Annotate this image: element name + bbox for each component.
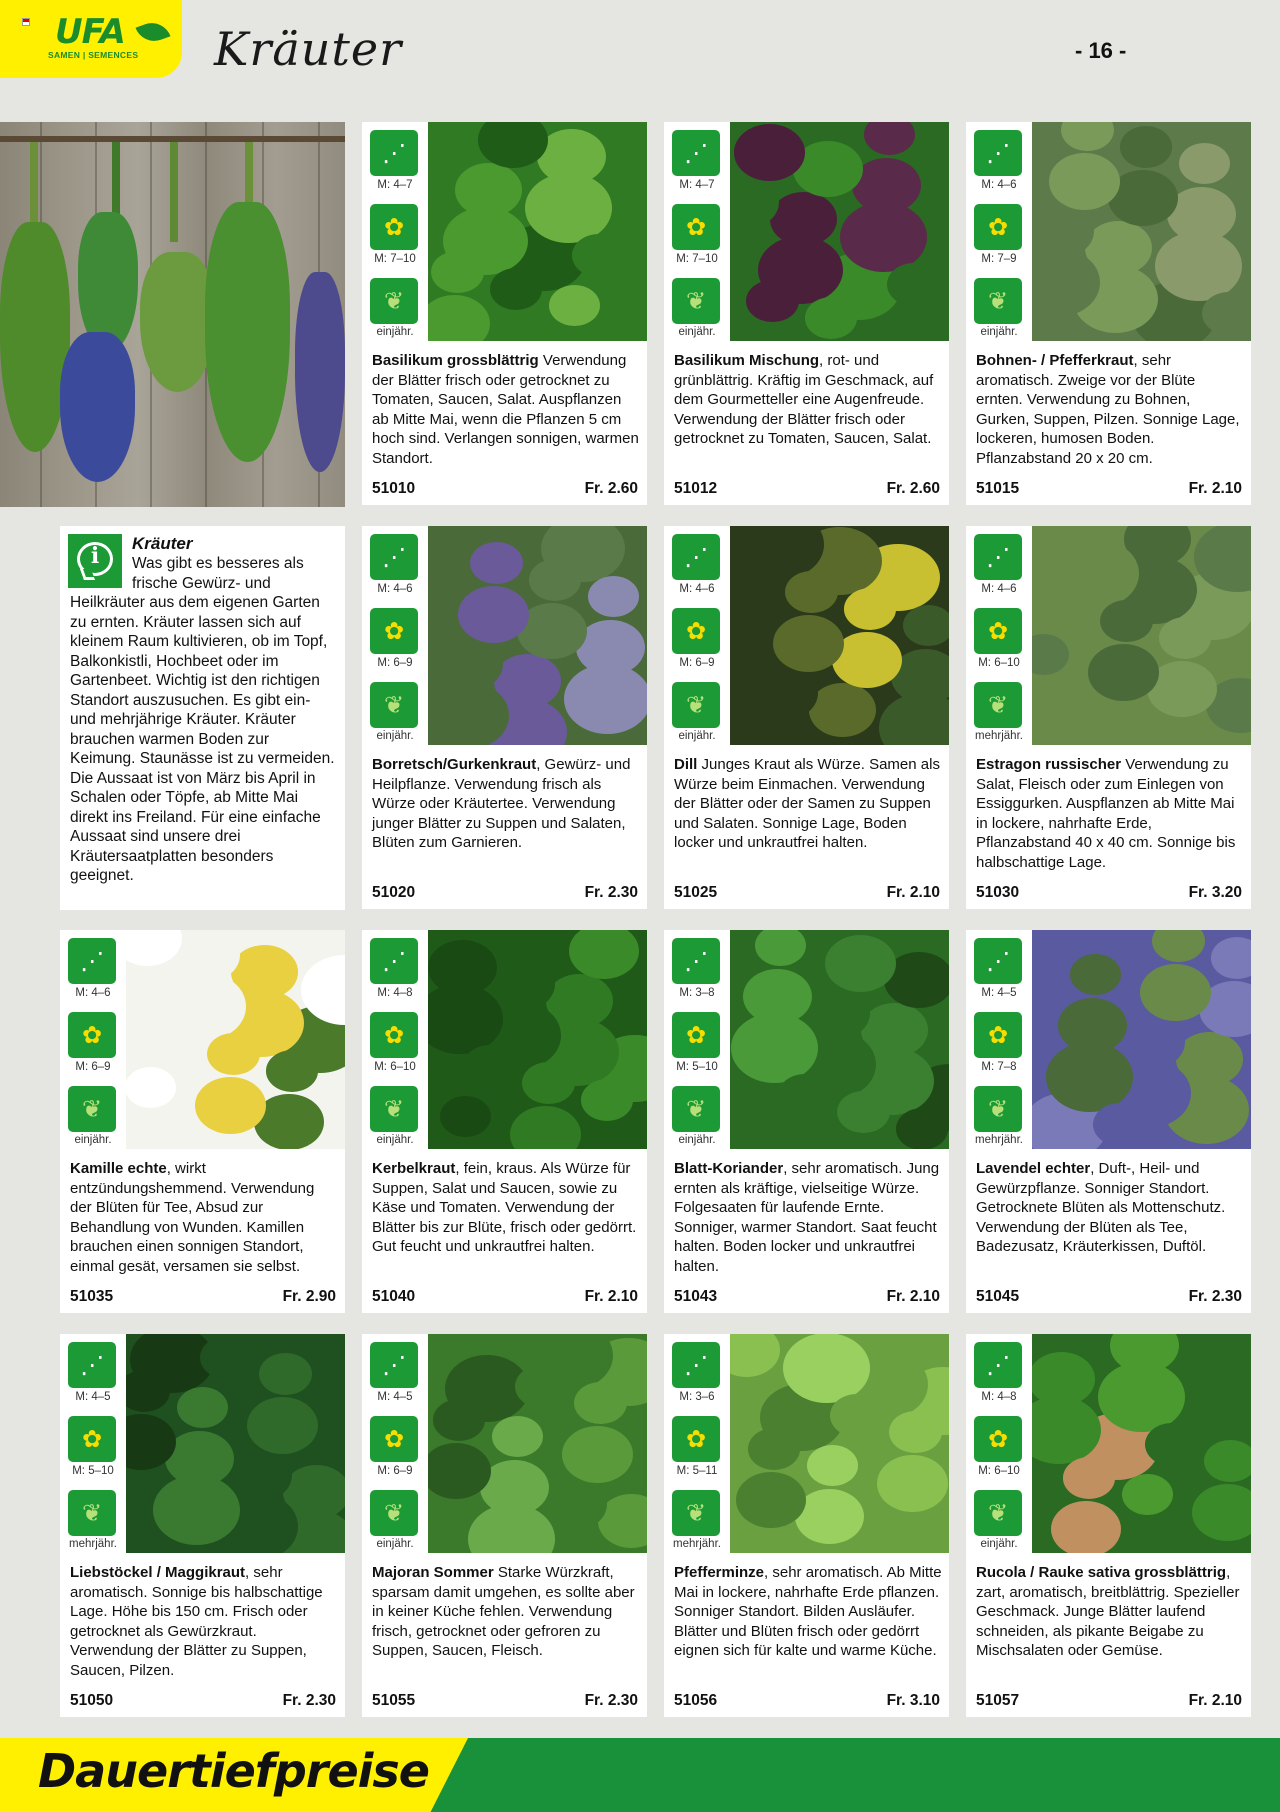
sowing-icon: ⋰ <box>370 1342 418 1388</box>
sowing-icon: ⋰ <box>974 1342 1022 1388</box>
harvest-icon: ✿ <box>672 1416 720 1462</box>
product-card <box>966 526 1251 909</box>
sowing-months: M: 3–8 <box>679 987 715 999</box>
lifecycle-label: mehrjähr. <box>975 1134 1023 1146</box>
product-card <box>60 1334 345 1717</box>
footer-banner <box>0 1738 1280 1812</box>
product-name: Estragon russischer <box>976 756 1122 773</box>
sowing-months: M: 4–6 <box>679 583 715 595</box>
price: Fr. 2.30 <box>584 1692 638 1709</box>
product-footer <box>372 480 638 498</box>
leaf-icon: ❦ <box>672 682 720 728</box>
sowing-icon: ⋰ <box>370 938 418 984</box>
harvest-icon: ✿ <box>68 1416 116 1462</box>
info-heading: Kräuter <box>132 534 193 553</box>
harvest-months: M: 5–10 <box>676 1061 718 1073</box>
leaf-icon: ❦ <box>68 1490 116 1536</box>
brand-name: UFA <box>55 12 125 52</box>
sowing-icon: ⋰ <box>974 130 1022 176</box>
harvest-months: M: 7–10 <box>676 253 718 265</box>
lifecycle-label: einjähr. <box>980 326 1018 338</box>
product-details: Junges Kraut als Würze. Samen als Würze beim Einmachen. Verwendung der Blätter oder der Samen zu Suppen und Salaten. Sonnige Lage, Boden locker und unkrautfrei halten. <box>674 756 940 851</box>
harvest-icon: ✿ <box>68 1012 116 1058</box>
lifecycle-label: einjähr. <box>980 1538 1018 1550</box>
product-icons <box>966 930 1030 1150</box>
product-name: Basilikum grossblättrig <box>372 352 539 369</box>
leaf-icon: ❦ <box>68 1086 116 1132</box>
product-description <box>70 1563 338 1680</box>
product-details: , sehr aromatisch. Jung ernten als kräftige, vielseitige Würze. Folgesaaten für laufende Ernte. Sonniger, warmer Standort. Saat feucht halten. Boden locker und unkrautfrei halten. <box>674 1160 940 1275</box>
article-number: 51055 <box>372 1692 416 1709</box>
product-footer <box>70 1288 336 1306</box>
product-footer <box>70 1692 336 1710</box>
product-photo <box>428 1334 647 1553</box>
harvest-months: M: 6–9 <box>377 657 413 669</box>
leaf-icon: ❦ <box>974 278 1022 324</box>
product-name: Borretsch/Gurkenkraut <box>372 756 537 773</box>
article-number: 51030 <box>976 884 1020 901</box>
price: Fr. 3.20 <box>1188 884 1242 901</box>
price: Fr. 2.30 <box>282 1692 336 1709</box>
info-icon: i <box>68 534 122 588</box>
product-description <box>976 1563 1244 1661</box>
harvest-icon: ✿ <box>974 1012 1022 1058</box>
article-number: 51040 <box>372 1288 416 1305</box>
price: Fr. 2.60 <box>886 480 940 497</box>
harvest-months: M: 5–10 <box>72 1465 114 1477</box>
harvest-months: M: 6–9 <box>679 657 715 669</box>
article-number: 51057 <box>976 1692 1020 1709</box>
lifecycle-label: einjähr. <box>74 1134 112 1146</box>
product-name: Kerbelkraut <box>372 1160 456 1177</box>
product-icons <box>664 930 728 1150</box>
harvest-icon: ✿ <box>370 204 418 250</box>
leaf-icon: ❦ <box>672 1086 720 1132</box>
product-icons <box>60 930 124 1150</box>
product-details: , sehr aromatisch. Sonnige bis halbschattige Lage. Höhe bis 150 cm. Frisch oder getrocknet als Gewürzkraut. Verwendung der Blätter zu Suppen, Saucen, Pilzen. <box>70 1564 323 1679</box>
lifecycle-label: einjähr. <box>376 1538 414 1550</box>
harvest-months: M: 6–9 <box>377 1465 413 1477</box>
swiss-flag-icon <box>22 18 30 26</box>
harvest-icon: ✿ <box>672 204 720 250</box>
lifecycle-label: einjähr. <box>678 730 716 742</box>
product-card <box>664 1334 949 1717</box>
sowing-icon: ⋰ <box>672 938 720 984</box>
product-description <box>372 755 640 853</box>
leaf-icon: ❦ <box>974 1490 1022 1536</box>
sowing-months: M: 4–6 <box>981 179 1017 191</box>
page-title: Kräuter <box>214 22 403 76</box>
harvest-months: M: 6–10 <box>374 1061 416 1073</box>
product-icons <box>966 526 1030 746</box>
lifecycle-label: einjähr. <box>376 730 414 742</box>
product-icons <box>362 1334 426 1554</box>
sowing-months: M: 4–8 <box>981 1391 1017 1403</box>
product-photo <box>1032 526 1251 745</box>
lifecycle-label: einjähr. <box>678 326 716 338</box>
product-photo <box>1032 930 1251 1149</box>
harvest-icon: ✿ <box>672 608 720 654</box>
article-number: 51020 <box>372 884 416 901</box>
product-icons <box>362 526 426 746</box>
brand-subtitle: SAMEN | SEMENCES <box>48 50 139 60</box>
sowing-months: M: 4–7 <box>377 179 413 191</box>
sowing-months: M: 4–6 <box>75 987 111 999</box>
product-details: Verwendung zu Salat, Fleisch oder zum Einlegen von Essiggurken. Auspflanzen ab Mitte Mai in lockere, nahrhafte Erde, Pflanzabstand 40 x 40 cm. Sonnige bis halbschattige Lage. <box>976 756 1236 871</box>
price: Fr. 3.10 <box>886 1692 940 1709</box>
sowing-months: M: 4–6 <box>377 583 413 595</box>
product-icons <box>362 122 426 342</box>
product-icons <box>966 1334 1030 1554</box>
product-footer <box>674 480 940 498</box>
product-photo <box>730 526 949 745</box>
product-photo <box>1032 1334 1251 1553</box>
sowing-icon: ⋰ <box>672 534 720 580</box>
sowing-months: M: 4–5 <box>377 1391 413 1403</box>
price: Fr. 2.10 <box>886 884 940 901</box>
harvest-months: M: 7–9 <box>981 253 1017 265</box>
product-footer <box>372 1288 638 1306</box>
product-footer <box>372 884 638 902</box>
page-header <box>0 0 1280 100</box>
product-card <box>362 930 647 1313</box>
sowing-icon: ⋰ <box>672 1342 720 1388</box>
harvest-months: M: 6–9 <box>75 1061 111 1073</box>
leaf-icon: ❦ <box>370 278 418 324</box>
sowing-icon: ⋰ <box>974 938 1022 984</box>
product-footer <box>976 480 1242 498</box>
product-details: , sehr aromatisch. Ab Mitte Mai in lockere, nahrhafte Erde pflanzen. Sonniger Standort. Bilden Ausläufer. Blätter und Blüten frisch oder gedörrt eignen sich für kalte und warme Küche. <box>674 1564 942 1659</box>
price: Fr. 2.90 <box>282 1288 336 1305</box>
product-description <box>674 1563 942 1661</box>
sowing-icon: ⋰ <box>68 938 116 984</box>
article-number: 51035 <box>70 1288 114 1305</box>
product-details: , Duft-, Heil- und Gewürzpflanze. Sonniger Standort. Getrocknete Blüten als Mottenschutz. Verwendung der Blüten als Tee, Badezusatz, Kräuterkissen, Duftöl. <box>976 1160 1226 1255</box>
lifecycle-label: mehrjähr. <box>673 1538 721 1550</box>
product-icons <box>966 122 1030 342</box>
leaf-icon: ❦ <box>370 682 418 728</box>
product-card <box>664 526 949 909</box>
product-footer <box>674 1288 940 1306</box>
product-footer <box>674 884 940 902</box>
product-name: Lavendel echter <box>976 1160 1091 1177</box>
product-name: Kamille echte <box>70 1160 167 1177</box>
harvest-months: M: 7–8 <box>981 1061 1017 1073</box>
product-details: , sehr aromatisch. Zweige vor der Blüte ernten. Verwendung zu Bohnen, Gurken, Suppen, Pilzen. Sonnige Lage, lockeren, humosen Boden. Pflanzabstand 20 x 20 cm. <box>976 352 1240 467</box>
product-name: Basilikum Mischung <box>674 352 820 369</box>
harvest-icon: ✿ <box>974 608 1022 654</box>
page-number: - 16 - <box>1075 38 1127 63</box>
sowing-icon: ⋰ <box>370 534 418 580</box>
product-description <box>976 755 1244 872</box>
product-photo <box>730 122 949 341</box>
price: Fr. 2.10 <box>886 1288 940 1305</box>
product-icons <box>60 1334 124 1554</box>
price: Fr. 2.10 <box>1188 480 1242 497</box>
sowing-months: M: 4–6 <box>981 583 1017 595</box>
product-card <box>60 930 345 1313</box>
product-photo <box>730 1334 949 1553</box>
product-details: Verwendung der Blätter frisch oder getrocknet zu Tomaten, Saucen, Salat. Auspflanzen ab Mitte Mai, wenn die Pflanzen 5 cm hoch sind. Verlangen sonnigen, warmen Standort. <box>372 352 639 467</box>
product-photo <box>1032 122 1251 341</box>
harvest-months: M: 6–10 <box>978 657 1020 669</box>
lifecycle-label: mehrjähr. <box>69 1538 117 1550</box>
sowing-months: M: 3–6 <box>679 1391 715 1403</box>
article-number: 51010 <box>372 480 416 497</box>
sowing-months: M: 4–8 <box>377 987 413 999</box>
harvest-months: M: 6–10 <box>978 1465 1020 1477</box>
harvest-icon: ✿ <box>672 1012 720 1058</box>
product-details: , fein, kraus. Als Würze für Suppen, Salat und Saucen, sowie zu Käse und Tomaten. Verwendung der Blätter bis zur Blüte, frisch oder gedörrt. Gut feucht und unkrautfrei halten. <box>372 1160 637 1255</box>
info-box <box>60 526 345 910</box>
article-number: 51045 <box>976 1288 1020 1305</box>
product-name: Majoran Sommer <box>372 1564 494 1581</box>
product-details: , zart, aromatisch, breitblättrig. Spezieller Geschmack. Junge Blätter laufend schneiden, als pikante Beigabe zu Mischsalaten oder Gemüse. <box>976 1564 1240 1659</box>
hero-herbs-photo <box>0 122 345 507</box>
article-number: 51050 <box>70 1692 114 1709</box>
product-name: Pfefferminze <box>674 1564 765 1581</box>
product-photo <box>428 526 647 745</box>
product-icons <box>664 122 728 342</box>
lifecycle-label: einjähr. <box>678 1134 716 1146</box>
product-footer <box>372 1692 638 1710</box>
article-number: 51015 <box>976 480 1020 497</box>
leaf-icon: ❦ <box>974 1086 1022 1132</box>
sowing-months: M: 4–5 <box>75 1391 111 1403</box>
info-text: Was gibt es besseres als frische Gewürz- und Heilkräuter aus dem eigenen Garten zu ernten. Kräuter lassen sich auf kleinem Raum kultivieren, ob im Topf, Balkonkistli, Hochbeet oder im Gartenbeet. Wichtig ist den richtigen Standort auszusuchen. Es gibt ein- und mehrjährige Kräuter. Kräuter brauchen warmen Boden zur Keimung. Staunässe ist zu vermeiden. Die Aussaat ist von März bis April in Schalen oder Töpfe, ab Mitte Mai direkt ins Freiland. Für eine einfache Aussaat sind unsere drei Kräutersaatplatten besonders geeignet. <box>70 555 335 884</box>
product-details: , rot- und grünblättrig. Kräftig im Geschmack, auf dem Gourmetteller eine Augenfreude. Verwendung der Blätter frisch oder getrocknet zu Tomaten, Saucen, Salat. <box>674 352 934 447</box>
product-description <box>976 351 1244 468</box>
harvest-icon: ✿ <box>370 1416 418 1462</box>
lifecycle-label: einjähr. <box>376 1134 414 1146</box>
product-footer <box>976 1692 1242 1710</box>
sowing-icon: ⋰ <box>974 534 1022 580</box>
article-number: 51056 <box>674 1692 718 1709</box>
product-description <box>674 755 942 853</box>
product-description <box>372 1159 640 1257</box>
product-description <box>70 1159 338 1276</box>
product-description <box>674 1159 942 1276</box>
leaf-icon: ❦ <box>370 1086 418 1132</box>
product-footer <box>976 1288 1242 1306</box>
leaf-icon: ❦ <box>974 682 1022 728</box>
product-photo <box>730 930 949 1149</box>
product-description <box>372 1563 640 1661</box>
leaf-logo-icon <box>135 17 170 46</box>
product-card <box>966 1334 1251 1717</box>
product-details: , Gewürz- und Heilpflanze. Verwendung frisch als Würze oder Kräutertee. Verwendung junger Blätter zu Suppen und Salaten, Blüten zum Garnieren. <box>372 756 631 851</box>
leaf-icon: ❦ <box>370 1490 418 1536</box>
sowing-icon: ⋰ <box>370 130 418 176</box>
price: Fr. 2.30 <box>1188 1288 1242 1305</box>
product-description <box>976 1159 1244 1257</box>
product-card <box>664 122 949 505</box>
product-icons <box>664 1334 728 1554</box>
sowing-months: M: 4–7 <box>679 179 715 191</box>
ufa-logo <box>0 0 182 78</box>
sowing-months: M: 4–5 <box>981 987 1017 999</box>
product-photo <box>428 122 647 341</box>
harvest-icon: ✿ <box>370 1012 418 1058</box>
leaf-icon: ❦ <box>672 1490 720 1536</box>
product-icons <box>362 930 426 1150</box>
product-details: Starke Würzkraft, sparsam damit umgehen, es sollte aber in keiner Küche fehlen. Verwendung frisch, getrocknet oder gefroren zu Suppen, Saucen, Fleisch. <box>372 1564 635 1659</box>
product-card <box>362 122 647 505</box>
lifecycle-label: mehrjähr. <box>975 730 1023 742</box>
product-name: Liebstöckel / Maggikraut <box>70 1564 246 1581</box>
price: Fr. 2.30 <box>584 884 638 901</box>
product-photo <box>126 1334 345 1553</box>
harvest-icon: ✿ <box>974 1416 1022 1462</box>
product-card <box>966 122 1251 505</box>
product-card <box>362 1334 647 1717</box>
harvest-months: M: 5–11 <box>676 1465 718 1477</box>
product-name: Dill <box>674 756 698 773</box>
harvest-months: M: 7–10 <box>374 253 416 265</box>
product-card <box>362 526 647 909</box>
product-photo <box>428 930 647 1149</box>
price: Fr. 2.60 <box>584 480 638 497</box>
sowing-icon: ⋰ <box>672 130 720 176</box>
product-name: Blatt-Koriander <box>674 1160 784 1177</box>
lifecycle-label: einjähr. <box>376 326 414 338</box>
product-footer <box>976 884 1242 902</box>
leaf-icon: ❦ <box>672 278 720 324</box>
product-card <box>966 930 1251 1313</box>
product-details: , wirkt entzündungshemmend. Verwendung der Blüten für Tee, Absud zur Behandlung von Wunden. Kamillen brauchen einen sonnigen Standort, einmal gesät, versamen sie selbst. <box>70 1160 315 1275</box>
product-description <box>674 351 942 449</box>
article-number: 51025 <box>674 884 718 901</box>
harvest-icon: ✿ <box>370 608 418 654</box>
product-name: Bohnen- / Pfefferkraut <box>976 352 1134 369</box>
harvest-icon: ✿ <box>974 204 1022 250</box>
article-number: 51043 <box>674 1288 718 1305</box>
sowing-icon: ⋰ <box>68 1342 116 1388</box>
price: Fr. 2.10 <box>584 1288 638 1305</box>
product-card <box>664 930 949 1313</box>
product-photo <box>126 930 345 1149</box>
footer-text: Dauertiefpreise <box>38 1744 429 1798</box>
product-icons <box>664 526 728 746</box>
article-number: 51012 <box>674 480 718 497</box>
product-name: Rucola / Rauke sativa grossblättrig <box>976 1564 1227 1581</box>
product-description <box>372 351 640 468</box>
price: Fr. 2.10 <box>1188 1692 1242 1709</box>
product-footer <box>674 1692 940 1710</box>
